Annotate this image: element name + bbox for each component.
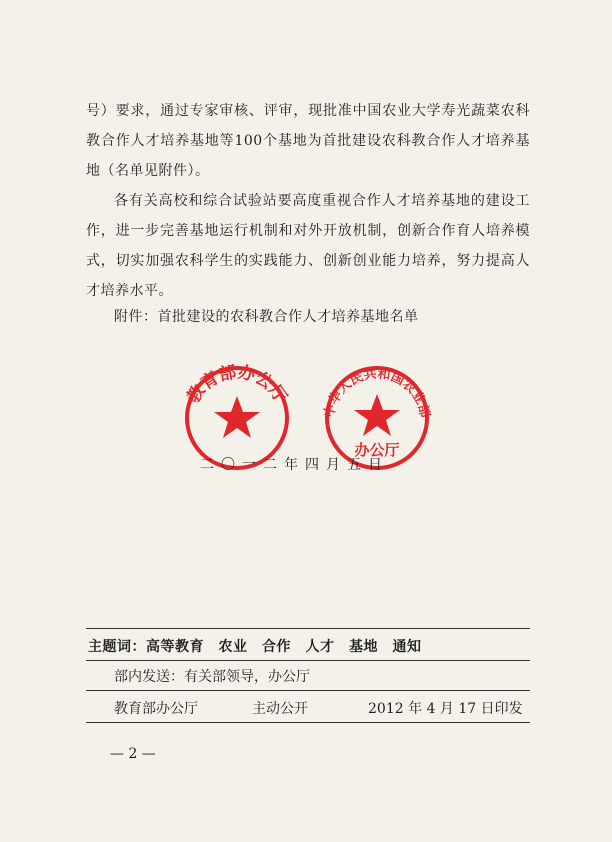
- subject-terms: 主题词：高等教育 农业 合作 人才 基地 通知: [88, 639, 422, 655]
- ministry-of-agriculture-seal: [321, 366, 433, 468]
- internal-distribution: 部内发送：有关部领导，办公厅: [114, 669, 310, 685]
- ministry-of-education-seal: [183, 361, 291, 468]
- issue-date: 二〇一二年四月五日: [200, 457, 389, 473]
- page-number: — 2 —: [110, 746, 156, 762]
- body-paragraph-1: 号）要求，通过专家审核、评审，现批准中国农业大学寿光蔬菜农科教合作人才培养基地等100个基地为首批建设农科教合作人才培养基地（名单见附件）。: [86, 103, 530, 179]
- distribution-rule: [86, 690, 530, 691]
- footer-bottom-rule: [86, 722, 530, 723]
- print-date: 2012 年 4 月 17 日印发: [368, 701, 523, 717]
- subject-rule: [86, 660, 530, 661]
- issuing-office: 教育部办公厅: [114, 701, 198, 717]
- disclosure-type: 主动公开: [252, 701, 308, 717]
- right-seal-inner-text: 办公厅: [354, 441, 400, 459]
- footer-top-rule: [86, 628, 530, 629]
- body-paragraph-2: 各有关高校和综合试验站要高度重视合作人才培养基地的建设工作，进一步完善基地运行机制和对外开放机制，创新合作育人培养模式，切实加强农科学生的实践能力、创新创业能力培养，努力提高人才培养水平。: [86, 193, 530, 299]
- right-seal-outer-text: 中华人民共和国农业部: [322, 366, 432, 419]
- left-seal-text: 教育部办公厅: [183, 362, 291, 407]
- attachment-note: 附件：首批建设的农科教合作人才培养基地名单: [114, 309, 419, 325]
